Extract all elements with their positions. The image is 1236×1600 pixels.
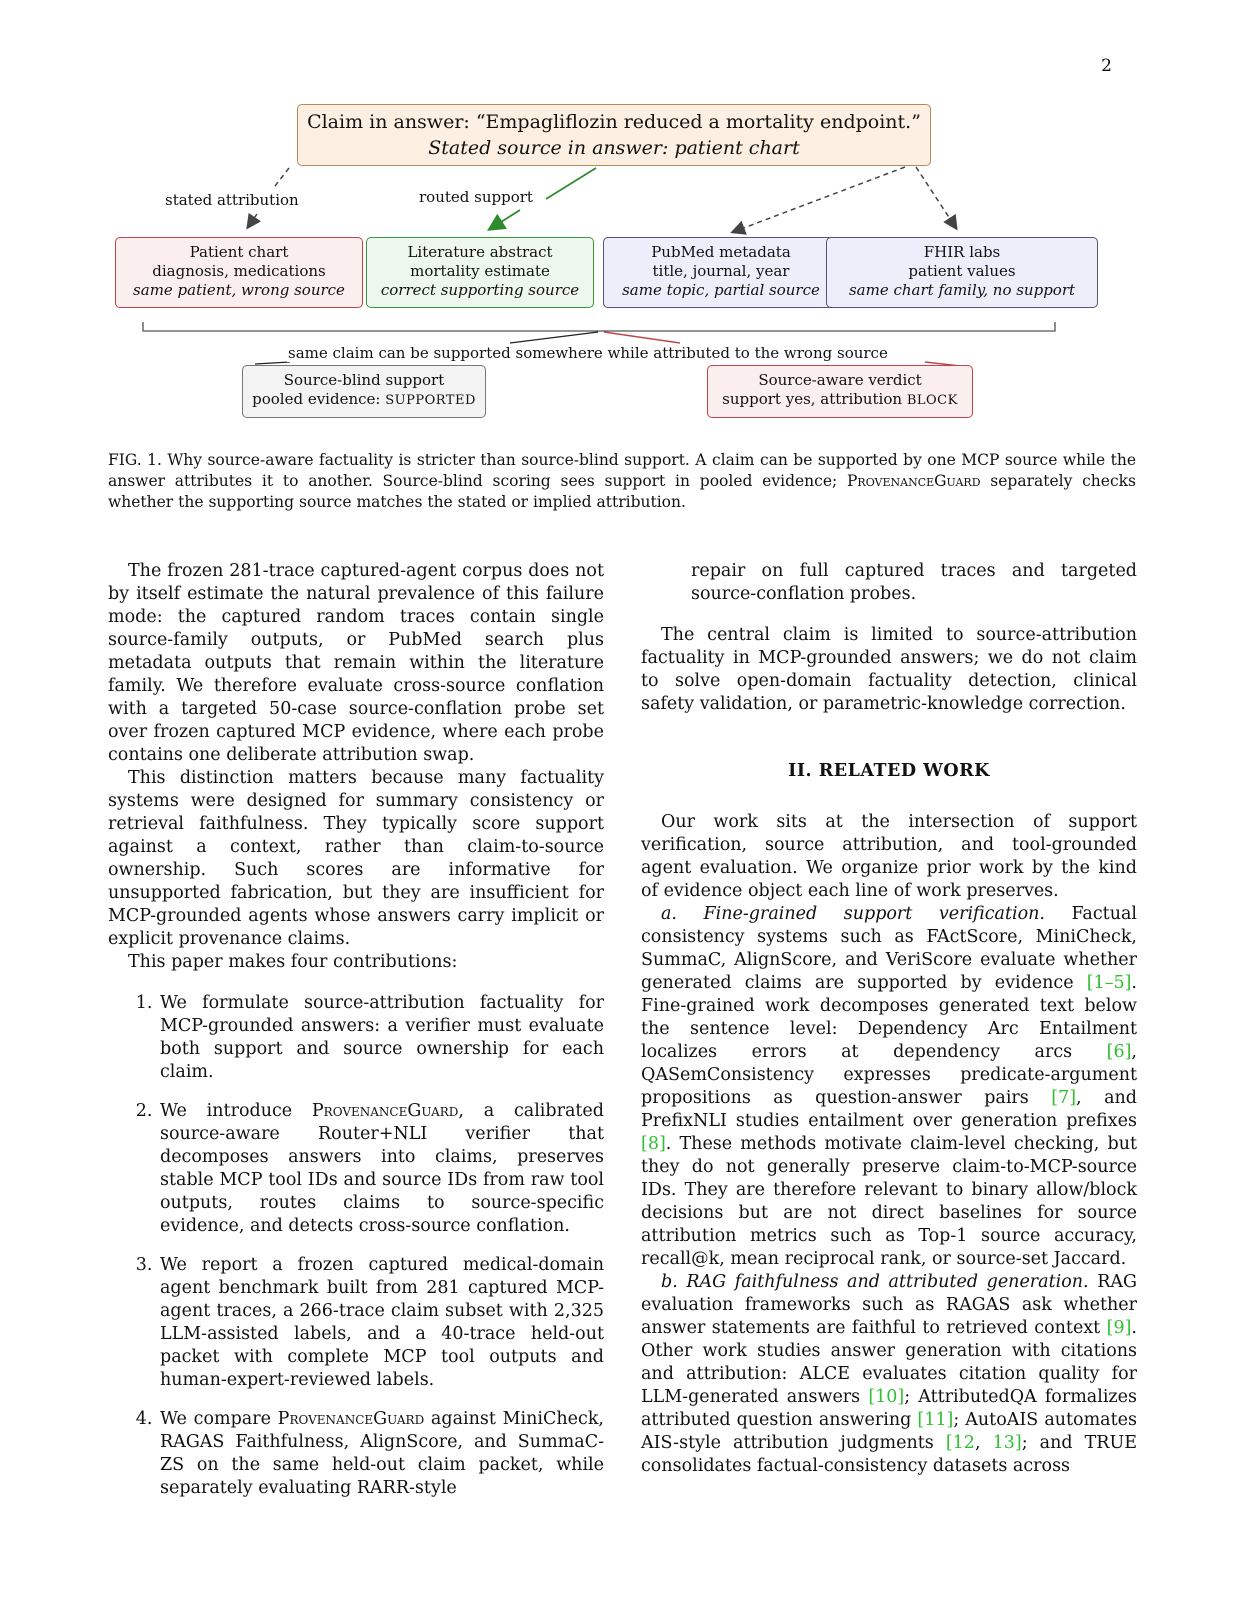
pubmed-dashed-arrow — [733, 167, 905, 232]
source-note: same chart family, no support — [848, 281, 1076, 299]
paragraph: This distinction matters because many factuality systems were designed for summary consistency or retrieval faithfulness. They typically score support against a context, rather than claim-to-source ownership. Such scores are informative for unsupported fabrication, but they are insufficient for MCP-grounded agents whose answers carry implicit or explicit provenance claims. — [108, 768, 604, 949]
citation-link[interactable]: [1–5] — [1086, 973, 1132, 993]
aware-connector — [604, 332, 680, 343]
fhir-dashed-arrow — [916, 167, 956, 228]
blind-connector-lower — [255, 362, 290, 364]
contribution-item: 4. We compare ProvenanceGuard against MiniCheck, RAGAS Faithfulness, AlignScore, and SummaC-ZS on the same held-out claim packet, while separately evaluating RARR-style — [158, 1408, 604, 1500]
claim-text: Claim in answer: “Empagliflozin reduced a mortality endpoint.” — [307, 111, 921, 133]
source-title: Literature abstract — [407, 243, 553, 261]
paragraph-rag: b. RAG faithfulness and attributed generation. RAG evaluation frameworks such as RAGAS ask whether answer statements are faithful to retrieved context [9]. Other work studies answer generation with citations and attribution: ALCE evaluates citation quality for LLM-generated answers [10]; AttributedQA formalizes attributed question answering [11]; AutoAIS automates AIS-style attribution judgments [12, 13]; and TRUE consolidates factual-consistency datasets across — [641, 1272, 1137, 1476]
aware-title: Source-aware verdict — [758, 371, 922, 389]
routed-support-arrow — [490, 210, 520, 229]
citation-link[interactable]: [9] — [1106, 1318, 1132, 1338]
left-column — [108, 560, 604, 1516]
source-detail: patient values — [908, 262, 1016, 280]
bracket-label: same claim can be supported somewhere while attributed to the wrong source — [288, 344, 888, 362]
citation-link[interactable]: [11] — [917, 1410, 954, 1430]
block-verdict: BLOCK — [906, 393, 958, 408]
system-name: ProvenanceGuard — [311, 1101, 459, 1121]
supported-verdict: SUPPORTED — [385, 393, 476, 408]
source-title: Patient chart — [189, 243, 289, 261]
contributions-list — [108, 992, 604, 1500]
blind-title: Source-blind support — [283, 371, 445, 389]
blind-connector — [510, 332, 598, 343]
citation-link[interactable]: [7] — [1051, 1088, 1077, 1108]
source-box-fhir-labs — [826, 237, 1098, 308]
paragraph-title: a. Fine-grained support verification. — [661, 904, 1045, 924]
stated-attribution-arrow — [248, 214, 257, 227]
stated-attribution-arrow-top — [275, 168, 289, 186]
source-title: PubMed metadata — [651, 243, 791, 261]
right-column — [641, 560, 1137, 1478]
page-number: 2 — [1101, 56, 1112, 76]
paragraph: Our work sits at the intersection of support verification, source attribution, and tool-grounded agent evaluation. We organize prior work by the kind of evidence object each line of work preserves. — [641, 812, 1137, 901]
citation-link[interactable]: [10] — [868, 1387, 905, 1407]
citation-link[interactable]: [8] — [641, 1134, 666, 1154]
section-heading: II. RELATED WORK — [788, 761, 990, 781]
figure-caption: FIG. 1. Why source-aware factuality is stricter than source-blind support. A claim can be supported by one MCP source while the answer attributes it to another. Source-blind scoring sees support in pooled evidence; ProvenanceGuard separately checks whether the supporting source matches the stated or implied attribution. — [108, 451, 1136, 511]
paragraph-fine-grained: a. Fine-grained support verification. Factual consistency systems such as FActScore, MiniCheck, SummaC, AlignScore, and VeriScore evaluate whether generated claims are supported by evidence [1–5]. Fine-grained work decomposes generated text below the sentence level: Dependency Arc Entailment localizes errors at dependency arcs [6], QASemConsistency expresses predicate-argument propositions as question-answer pairs [7], and PrefixNLI studies entailment over generation prefixes [8]. These methods motivate claim-level checking, but they do not generally preserve claim-to-MCP-source IDs. They are therefore relevant to binary allow/block decisions but are not direct baselines for source attribution metrics such as Top-1 source accuracy, recall@k, mean reciprocal rank, or source-set Jaccard. — [641, 904, 1137, 1269]
source-detail: mortality estimate — [410, 262, 550, 280]
source-bracket — [143, 322, 1055, 331]
blind-detail: pooled evidence: SUPPORTED — [252, 390, 476, 408]
paragraph-title: b. RAG faithfulness and attributed generation. — [661, 1272, 1089, 1292]
contribution-continuation: repair on full captured traces and targeted source-conflation probes. — [691, 561, 1137, 604]
paragraph: The central claim is limited to source-attribution factuality in MCP-grounded answers; we do not claim to solve open-domain factuality detection, clinical safety validation, or parametric-knowledge correction. — [641, 625, 1137, 714]
contribution-item: 3. We report a frozen captured medical-domain agent benchmark built from 281 captured MCP-agent traces, a 266-trace claim subset with 2,325 LLM-assisted labels, and a 40-trace held-out packet with complete MCP tool outputs and human-expert-reviewed labels. — [158, 1254, 604, 1392]
source-blind-support-box — [242, 365, 486, 418]
figure-1 — [0, 0, 1236, 440]
source-box-patient-chart — [115, 237, 363, 308]
source-box-pubmed-metadata — [603, 237, 839, 308]
paragraph: This paper makes four contributions: — [128, 952, 458, 972]
source-aware-verdict-box — [707, 365, 973, 418]
routed-support-label: routed support — [419, 188, 533, 206]
stated-source-text: Stated source in answer: patient chart — [428, 137, 800, 159]
paragraph: The frozen 281-trace captured-agent corpus does not by itself estimate the natural prevalence of this failure mode: the captured random traces contain single source-family outputs, or PubMed search plus metadata outputs that remain within the literature family. We therefore evaluate cross-source conflation with a targeted 50-case source-conflation probe set over frozen captured MCP evidence, where each probe contains one deliberate attribution swap. — [108, 561, 604, 765]
contribution-item: 2. We introduce ProvenanceGuard, a calibrated source-aware Router+NLI verifier that decomposes answers into claims, preserves stable MCP tool IDs and source IDs from raw tool outputs, routes claims to source-specific evidence, and detects cross-source conflation. — [158, 1100, 604, 1238]
figure-arrows — [0, 0, 1236, 440]
citation-link[interactable]: [12 — [945, 1433, 975, 1453]
source-note: correct supporting source — [380, 281, 580, 299]
aware-detail: support yes, attribution BLOCK — [722, 390, 958, 408]
source-box-literature-abstract — [366, 237, 594, 308]
source-detail: diagnosis, medications — [152, 262, 326, 280]
contribution-item: 1. We formulate source-attribution factuality for MCP-grounded answers: a verifier must evaluate both support and source ownership for each claim. — [158, 992, 604, 1084]
stated-attribution-label: stated attribution — [165, 191, 299, 209]
source-note: same topic, partial source — [622, 281, 820, 299]
system-name: ProvenanceGuard — [847, 472, 981, 490]
routed-support-arrow-top — [546, 168, 596, 199]
citation-link[interactable]: [6] — [1106, 1042, 1132, 1062]
source-title: FHIR labs — [923, 243, 1001, 261]
citation-link[interactable]: 13] — [992, 1433, 1022, 1453]
source-note: same patient, wrong source — [133, 281, 345, 299]
system-name: ProvenanceGuard — [277, 1409, 425, 1429]
source-detail: title, journal, year — [652, 262, 790, 280]
claim-box — [297, 104, 931, 166]
